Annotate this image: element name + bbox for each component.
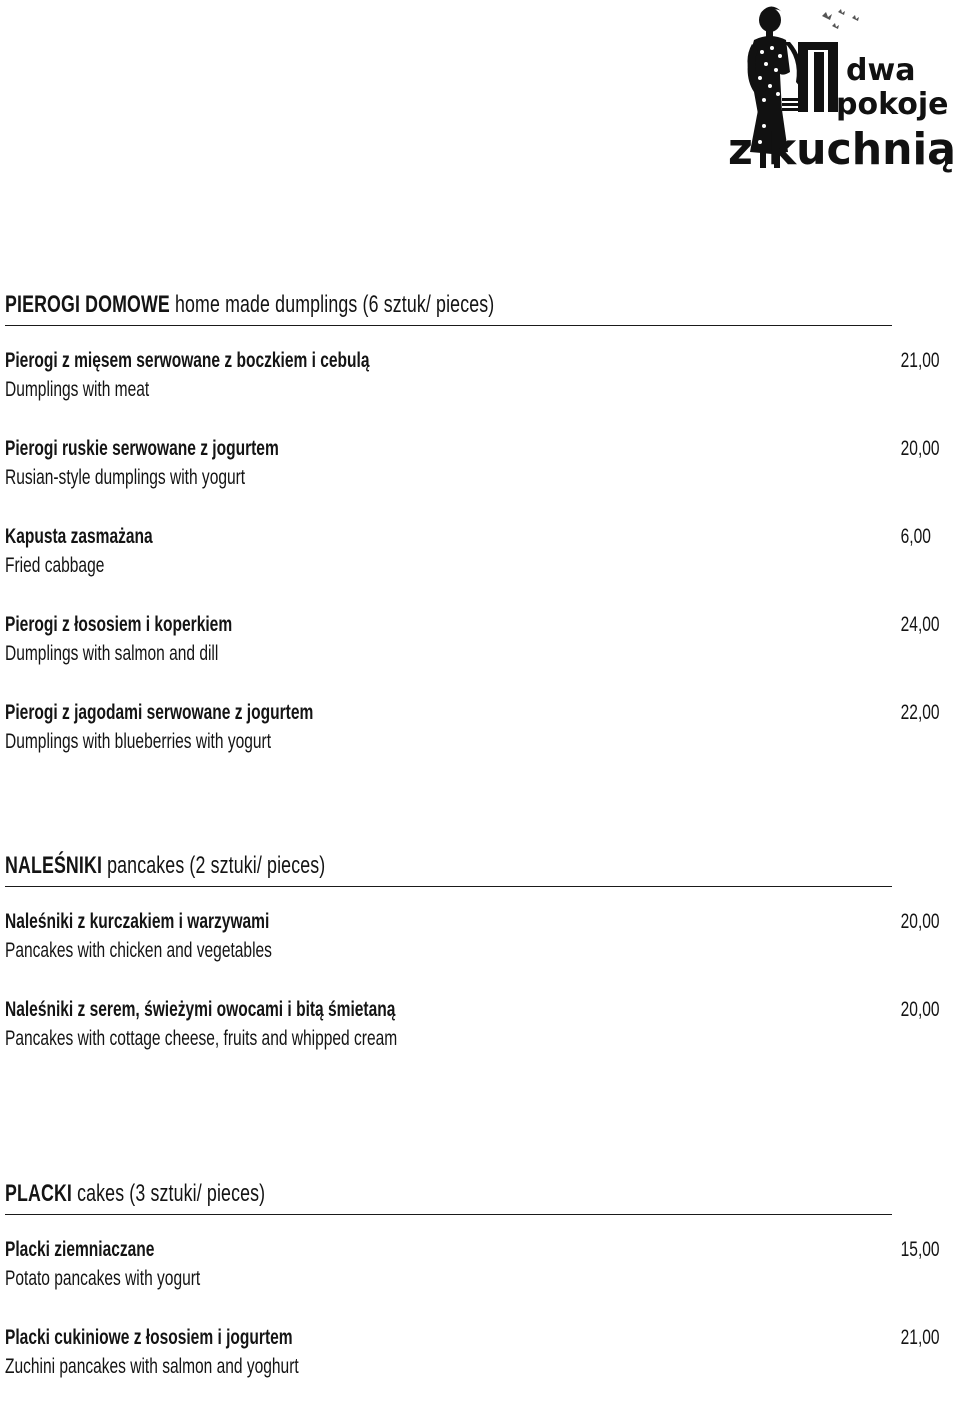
butterflies-icon	[822, 9, 859, 29]
item-name-en: Pancakes with cottage cheese, fruits and whipped cream	[5, 1027, 398, 1050]
section-title	[5, 847, 697, 885]
item-price: 22,00	[901, 701, 940, 724]
logo-door-icon	[798, 42, 838, 112]
menu-item	[5, 907, 940, 966]
item-name-en: Zuchini pancakes with salmon and yoghurt	[5, 1355, 299, 1378]
menu-item	[5, 1323, 940, 1382]
logo-line-3: z kuchnią	[728, 124, 956, 175]
menu-item	[5, 1235, 940, 1294]
section-title-strong: PIEROGI DOMOWE	[5, 291, 170, 318]
menu-item	[5, 346, 940, 405]
logo-line-1: dwa	[846, 53, 916, 88]
section-placki	[5, 1175, 940, 1411]
section-title-strong: NALEŚNIKI	[5, 852, 103, 879]
menu-item	[5, 522, 940, 581]
section-divider	[5, 886, 892, 887]
item-price: 21,00	[901, 349, 940, 372]
section-title	[5, 286, 697, 324]
item-name-pl: Placki ziemniaczane	[5, 1238, 155, 1261]
item-name-pl: Pierogi z jagodami serwowane z jogurtem	[5, 701, 314, 724]
item-name-pl: Kapusta zasmażana	[5, 525, 153, 548]
menu-item	[5, 698, 940, 757]
item-name-en: Dumplings with blueberries with yogurt	[5, 730, 272, 753]
section-title-rest: home made dumplings (6 sztuk/ pieces)	[174, 291, 495, 318]
item-name-en: Dumplings with meat	[5, 378, 150, 401]
item-name-pl: Pierogi z łososiem i koperkiem	[5, 613, 233, 636]
item-name-en: Dumplings with salmon and dill	[5, 642, 219, 665]
section-pierogi	[5, 286, 940, 786]
menu-item	[5, 434, 940, 493]
item-price: 24,00	[901, 613, 940, 636]
menu-item	[5, 995, 940, 1054]
section-title-rest: cakes (3 sztuki/ pieces)	[77, 1180, 266, 1207]
item-name-en: Fried cabbage	[5, 554, 105, 577]
section-divider	[5, 325, 892, 326]
restaurant-logo	[724, 2, 960, 178]
section-title-rest: pancakes (2 sztuki/ pieces)	[107, 852, 326, 879]
item-price: 20,00	[901, 437, 940, 460]
section-title-strong: PLACKI	[5, 1180, 73, 1207]
item-name-pl: Naleśniki z serem, świeżymi owocami i bitą śmietaną	[5, 998, 396, 1021]
item-name-en: Potato pancakes with yogurt	[5, 1267, 201, 1290]
item-name-pl: Pierogi ruskie serwowane z jogurtem	[5, 437, 279, 460]
item-price: 15,00	[901, 1238, 940, 1261]
logo-line-2: pokoje	[836, 87, 949, 122]
item-price: 20,00	[901, 998, 940, 1021]
item-name-pl: Pierogi z mięsem serwowane z boczkiem i cebulą	[5, 349, 370, 372]
item-price: 21,00	[901, 1326, 940, 1349]
menu-item	[5, 610, 940, 669]
item-name-pl: Placki cukiniowe z łososiem i jogurtem	[5, 1326, 293, 1349]
item-name-en: Rusian-style dumplings with yogurt	[5, 466, 246, 489]
section-nalesniki	[5, 847, 940, 1083]
item-price: 20,00	[901, 910, 940, 933]
section-divider	[5, 1214, 892, 1215]
item-name-pl: Naleśniki z kurczakiem i warzywami	[5, 910, 270, 933]
item-price: 6,00	[900, 525, 931, 548]
item-name-en: Pancakes with chicken and vegetables	[5, 939, 272, 962]
section-title	[5, 1175, 697, 1213]
